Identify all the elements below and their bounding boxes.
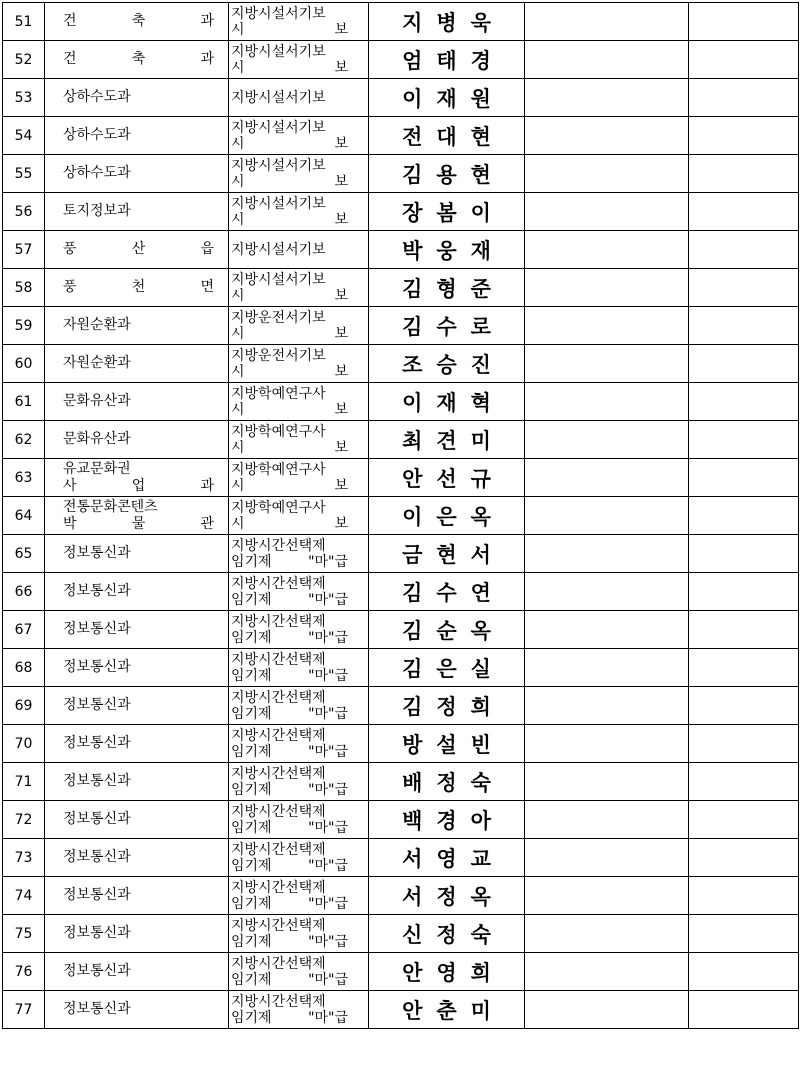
department-line: 정보통신과 bbox=[63, 963, 131, 979]
person-name-cell: 장봄이 bbox=[369, 193, 525, 231]
empty-cell bbox=[689, 725, 799, 763]
person-name-cell: 배정숙 bbox=[369, 763, 525, 801]
empty-cell bbox=[525, 573, 689, 611]
rank-line: 지방학예연구사 bbox=[231, 499, 326, 516]
row-number-cell: 73 bbox=[3, 839, 45, 877]
row-number-cell: 70 bbox=[3, 725, 45, 763]
empty-cell bbox=[689, 79, 799, 117]
department-line: 정보통신과 bbox=[63, 697, 131, 713]
rank-line: 시 보 bbox=[231, 477, 348, 494]
table-row bbox=[3, 193, 799, 231]
empty-cell bbox=[525, 535, 689, 573]
rank-line: 지방시설서기보 bbox=[231, 89, 326, 106]
rank-line: 지방시설서기보 bbox=[231, 119, 326, 136]
empty-cell bbox=[525, 611, 689, 649]
rank-line: 지방시간선택제 bbox=[231, 879, 326, 896]
person-name-cell: 안영희 bbox=[369, 953, 525, 991]
department-cell bbox=[45, 687, 229, 725]
empty-cell bbox=[525, 687, 689, 725]
empty-cell bbox=[689, 155, 799, 193]
department-line: 상하수도과 bbox=[63, 165, 131, 181]
row-number-cell: 61 bbox=[3, 383, 45, 421]
rank-cell bbox=[229, 763, 369, 801]
rank-line: 지방시설서기보 bbox=[231, 195, 326, 212]
department-cell bbox=[45, 611, 229, 649]
rank-line: 임기제 "마"급 bbox=[231, 971, 348, 988]
table-row bbox=[3, 801, 799, 839]
person-name-cell: 안선규 bbox=[369, 459, 525, 497]
row-number-cell: 62 bbox=[3, 421, 45, 459]
department-line: 문화유산과 bbox=[63, 393, 131, 409]
table-row bbox=[3, 649, 799, 687]
person-name-cell: 최견미 bbox=[369, 421, 525, 459]
person-name-cell: 백경아 bbox=[369, 801, 525, 839]
rank-line: 시 보 bbox=[231, 325, 348, 342]
rank-cell bbox=[229, 155, 369, 193]
row-number-cell: 68 bbox=[3, 649, 45, 687]
rank-line: 지방시설서기보 bbox=[231, 5, 326, 22]
rank-cell bbox=[229, 649, 369, 687]
empty-cell bbox=[689, 953, 799, 991]
row-number-cell: 52 bbox=[3, 41, 45, 79]
person-name-cell: 엄태경 bbox=[369, 41, 525, 79]
rank-cell bbox=[229, 41, 369, 79]
table-row bbox=[3, 915, 799, 953]
rank-line: 임기제 "마"급 bbox=[231, 591, 348, 608]
department-line: 건 축 과 bbox=[63, 13, 214, 29]
rank-cell bbox=[229, 877, 369, 915]
rank-line: 지방시간선택제 bbox=[231, 575, 326, 592]
table-row bbox=[3, 611, 799, 649]
empty-cell bbox=[689, 231, 799, 269]
rank-line: 지방시간선택제 bbox=[231, 689, 326, 706]
person-name-cell: 안춘미 bbox=[369, 991, 525, 1029]
row-number-cell: 72 bbox=[3, 801, 45, 839]
department-cell bbox=[45, 421, 229, 459]
department-cell bbox=[45, 763, 229, 801]
rank-cell bbox=[229, 193, 369, 231]
empty-cell bbox=[525, 839, 689, 877]
row-number-cell: 76 bbox=[3, 953, 45, 991]
row-number-cell: 74 bbox=[3, 877, 45, 915]
row-number-cell: 59 bbox=[3, 307, 45, 345]
person-name-cell: 금현서 bbox=[369, 535, 525, 573]
department-cell bbox=[45, 573, 229, 611]
department-cell bbox=[45, 155, 229, 193]
table-row bbox=[3, 345, 799, 383]
rank-line: 지방시설서기보 bbox=[231, 43, 326, 60]
table-row bbox=[3, 421, 799, 459]
table-row bbox=[3, 763, 799, 801]
empty-cell bbox=[689, 839, 799, 877]
empty-cell bbox=[525, 193, 689, 231]
empty-cell bbox=[689, 649, 799, 687]
rank-line: 지방운전서기보 bbox=[231, 309, 326, 326]
table-row bbox=[3, 991, 799, 1029]
empty-cell bbox=[525, 497, 689, 535]
rank-cell bbox=[229, 383, 369, 421]
rank-cell bbox=[229, 269, 369, 307]
rank-line: 지방시간선택제 bbox=[231, 841, 326, 858]
row-number-cell: 71 bbox=[3, 763, 45, 801]
row-number-cell: 55 bbox=[3, 155, 45, 193]
table-row bbox=[3, 573, 799, 611]
department-cell bbox=[45, 535, 229, 573]
table-row bbox=[3, 459, 799, 497]
department-line: 정보통신과 bbox=[63, 849, 131, 865]
rank-cell bbox=[229, 953, 369, 991]
empty-cell bbox=[689, 41, 799, 79]
row-number-cell: 56 bbox=[3, 193, 45, 231]
rank-line: 시 보 bbox=[231, 21, 348, 38]
department-line: 정보통신과 bbox=[63, 735, 131, 751]
rank-cell bbox=[229, 459, 369, 497]
department-line: 사 업 과 bbox=[63, 477, 214, 494]
rank-line: 지방학예연구사 bbox=[231, 461, 326, 478]
rank-line: 임기제 "마"급 bbox=[231, 553, 348, 570]
person-name-cell: 전대현 bbox=[369, 117, 525, 155]
empty-cell bbox=[689, 877, 799, 915]
empty-cell bbox=[525, 991, 689, 1029]
empty-cell bbox=[525, 3, 689, 41]
rank-cell bbox=[229, 535, 369, 573]
rank-line: 시 보 bbox=[231, 515, 348, 532]
department-cell bbox=[45, 459, 229, 497]
department-line: 정보통신과 bbox=[63, 545, 131, 561]
empty-cell bbox=[689, 915, 799, 953]
table-row bbox=[3, 877, 799, 915]
empty-cell bbox=[525, 117, 689, 155]
rank-cell bbox=[229, 915, 369, 953]
department-line: 풍 천 면 bbox=[63, 279, 214, 295]
rank-line: 지방시간선택제 bbox=[231, 537, 326, 554]
department-line: 정보통신과 bbox=[63, 773, 131, 789]
rank-line: 지방학예연구사 bbox=[231, 385, 326, 402]
row-number-cell: 60 bbox=[3, 345, 45, 383]
empty-cell bbox=[689, 573, 799, 611]
rank-cell bbox=[229, 801, 369, 839]
rank-cell bbox=[229, 991, 369, 1029]
person-name-cell: 김수로 bbox=[369, 307, 525, 345]
rank-line: 지방운전서기보 bbox=[231, 347, 326, 364]
rank-cell bbox=[229, 839, 369, 877]
empty-cell bbox=[689, 687, 799, 725]
rank-line: 임기제 "마"급 bbox=[231, 1009, 348, 1026]
empty-cell bbox=[525, 801, 689, 839]
department-cell bbox=[45, 41, 229, 79]
row-number-cell: 67 bbox=[3, 611, 45, 649]
department-cell bbox=[45, 877, 229, 915]
rank-cell bbox=[229, 611, 369, 649]
table-row bbox=[3, 953, 799, 991]
department-line: 풍 산 읍 bbox=[63, 241, 214, 257]
empty-cell bbox=[689, 307, 799, 345]
empty-cell bbox=[525, 649, 689, 687]
table-row bbox=[3, 41, 799, 79]
rank-line: 지방시설서기보 bbox=[231, 157, 326, 174]
personnel-table bbox=[2, 2, 799, 1029]
empty-cell bbox=[525, 877, 689, 915]
person-name-cell: 김형준 bbox=[369, 269, 525, 307]
person-name-cell: 조승진 bbox=[369, 345, 525, 383]
rank-cell bbox=[229, 725, 369, 763]
department-line: 정보통신과 bbox=[63, 811, 131, 827]
rank-line: 임기제 "마"급 bbox=[231, 933, 348, 950]
department-cell bbox=[45, 383, 229, 421]
row-number-cell: 53 bbox=[3, 79, 45, 117]
department-line: 정보통신과 bbox=[63, 621, 131, 637]
department-line: 유교문화권 bbox=[63, 460, 131, 477]
table-row bbox=[3, 231, 799, 269]
department-line: 정보통신과 bbox=[63, 887, 131, 903]
empty-cell bbox=[689, 459, 799, 497]
empty-cell bbox=[689, 383, 799, 421]
rank-line: 지방시간선택제 bbox=[231, 917, 326, 934]
person-name-cell: 김은실 bbox=[369, 649, 525, 687]
rank-cell bbox=[229, 497, 369, 535]
department-line: 건 축 과 bbox=[63, 51, 214, 67]
department-cell bbox=[45, 839, 229, 877]
empty-cell bbox=[525, 41, 689, 79]
department-line: 상하수도과 bbox=[63, 89, 131, 105]
rank-line: 임기제 "마"급 bbox=[231, 857, 348, 874]
person-name-cell: 이재원 bbox=[369, 79, 525, 117]
empty-cell bbox=[689, 3, 799, 41]
row-number-cell: 63 bbox=[3, 459, 45, 497]
row-number-cell: 77 bbox=[3, 991, 45, 1029]
department-cell bbox=[45, 497, 229, 535]
rank-cell bbox=[229, 687, 369, 725]
table-row bbox=[3, 497, 799, 535]
person-name-cell: 서영교 bbox=[369, 839, 525, 877]
empty-cell bbox=[689, 801, 799, 839]
rank-line: 시 보 bbox=[231, 401, 348, 418]
rank-line: 시 보 bbox=[231, 439, 348, 456]
department-cell bbox=[45, 269, 229, 307]
department-cell bbox=[45, 79, 229, 117]
empty-cell bbox=[689, 497, 799, 535]
row-number-cell: 51 bbox=[3, 3, 45, 41]
table-row bbox=[3, 3, 799, 41]
rank-line: 지방시간선택제 bbox=[231, 955, 326, 972]
table-row bbox=[3, 117, 799, 155]
rank-cell bbox=[229, 117, 369, 155]
department-cell bbox=[45, 345, 229, 383]
empty-cell bbox=[689, 345, 799, 383]
rank-line: 지방시간선택제 bbox=[231, 727, 326, 744]
rank-line: 지방시설서기보 bbox=[231, 271, 326, 288]
person-name-cell: 지병욱 bbox=[369, 3, 525, 41]
department-cell bbox=[45, 193, 229, 231]
rank-cell bbox=[229, 573, 369, 611]
person-name-cell: 신정숙 bbox=[369, 915, 525, 953]
rank-line: 임기제 "마"급 bbox=[231, 819, 348, 836]
person-name-cell: 김용현 bbox=[369, 155, 525, 193]
person-name-cell: 김순옥 bbox=[369, 611, 525, 649]
rank-line: 임기제 "마"급 bbox=[231, 629, 348, 646]
rank-line: 임기제 "마"급 bbox=[231, 705, 348, 722]
department-cell bbox=[45, 117, 229, 155]
table-row bbox=[3, 269, 799, 307]
department-line: 정보통신과 bbox=[63, 659, 131, 675]
rank-cell bbox=[229, 79, 369, 117]
rank-cell bbox=[229, 421, 369, 459]
rank-line: 임기제 "마"급 bbox=[231, 781, 348, 798]
empty-cell bbox=[525, 915, 689, 953]
empty-cell bbox=[525, 421, 689, 459]
department-cell bbox=[45, 3, 229, 41]
person-name-cell: 이재혁 bbox=[369, 383, 525, 421]
table-row bbox=[3, 687, 799, 725]
person-name-cell: 방설빈 bbox=[369, 725, 525, 763]
person-name-cell: 김수연 bbox=[369, 573, 525, 611]
rank-line: 시 보 bbox=[231, 135, 348, 152]
row-number-cell: 54 bbox=[3, 117, 45, 155]
department-line: 박 물 관 bbox=[63, 515, 214, 532]
department-cell bbox=[45, 725, 229, 763]
table-row bbox=[3, 839, 799, 877]
department-cell bbox=[45, 801, 229, 839]
person-name-cell: 이은옥 bbox=[369, 497, 525, 535]
person-name-cell: 박웅재 bbox=[369, 231, 525, 269]
empty-cell bbox=[525, 763, 689, 801]
empty-cell bbox=[525, 383, 689, 421]
department-line: 정보통신과 bbox=[63, 925, 131, 941]
department-line: 토지정보과 bbox=[63, 203, 131, 219]
empty-cell bbox=[689, 535, 799, 573]
department-line: 문화유산과 bbox=[63, 431, 131, 447]
empty-cell bbox=[689, 611, 799, 649]
row-number-cell: 69 bbox=[3, 687, 45, 725]
department-cell bbox=[45, 953, 229, 991]
table-row bbox=[3, 725, 799, 763]
row-number-cell: 64 bbox=[3, 497, 45, 535]
empty-cell bbox=[525, 79, 689, 117]
empty-cell bbox=[525, 155, 689, 193]
rank-cell bbox=[229, 345, 369, 383]
person-name-cell: 서정옥 bbox=[369, 877, 525, 915]
empty-cell bbox=[689, 117, 799, 155]
empty-cell bbox=[525, 459, 689, 497]
empty-cell bbox=[689, 421, 799, 459]
empty-cell bbox=[689, 991, 799, 1029]
rank-line: 임기제 "마"급 bbox=[231, 895, 348, 912]
empty-cell bbox=[525, 307, 689, 345]
row-number-cell: 58 bbox=[3, 269, 45, 307]
empty-cell bbox=[689, 269, 799, 307]
table-row bbox=[3, 383, 799, 421]
rank-cell bbox=[229, 231, 369, 269]
empty-cell bbox=[689, 763, 799, 801]
rank-line: 지방시간선택제 bbox=[231, 651, 326, 668]
department-cell bbox=[45, 231, 229, 269]
department-line: 정보통신과 bbox=[63, 1001, 131, 1017]
department-line: 전통문화콘텐츠 bbox=[63, 498, 158, 515]
department-cell bbox=[45, 915, 229, 953]
department-line: 자원순환과 bbox=[63, 355, 131, 371]
table-row bbox=[3, 155, 799, 193]
department-cell bbox=[45, 307, 229, 345]
row-number-cell: 57 bbox=[3, 231, 45, 269]
empty-cell bbox=[525, 725, 689, 763]
table-row bbox=[3, 79, 799, 117]
rank-cell bbox=[229, 307, 369, 345]
rank-line: 지방시간선택제 bbox=[231, 765, 326, 782]
table-row bbox=[3, 307, 799, 345]
row-number-cell: 75 bbox=[3, 915, 45, 953]
row-number-cell: 66 bbox=[3, 573, 45, 611]
empty-cell bbox=[525, 269, 689, 307]
rank-line: 시 보 bbox=[231, 211, 348, 228]
department-line: 정보통신과 bbox=[63, 583, 131, 599]
department-cell bbox=[45, 991, 229, 1029]
department-line: 자원순환과 bbox=[63, 317, 131, 333]
table-row bbox=[3, 535, 799, 573]
rank-line: 지방시간선택제 bbox=[231, 993, 326, 1010]
rank-line: 지방학예연구사 bbox=[231, 423, 326, 440]
personnel-table-body bbox=[3, 3, 799, 1029]
rank-line: 지방시설서기보 bbox=[231, 241, 326, 258]
empty-cell bbox=[689, 193, 799, 231]
empty-cell bbox=[525, 345, 689, 383]
empty-cell bbox=[525, 953, 689, 991]
rank-cell bbox=[229, 3, 369, 41]
rank-line: 시 보 bbox=[231, 287, 348, 304]
rank-line: 임기제 "마"급 bbox=[231, 743, 348, 760]
person-name-cell: 김정희 bbox=[369, 687, 525, 725]
rank-line: 시 보 bbox=[231, 59, 348, 76]
row-number-cell: 65 bbox=[3, 535, 45, 573]
empty-cell bbox=[525, 231, 689, 269]
rank-line: 임기제 "마"급 bbox=[231, 667, 348, 684]
rank-line: 지방시간선택제 bbox=[231, 613, 326, 630]
rank-line: 지방시간선택제 bbox=[231, 803, 326, 820]
department-cell bbox=[45, 649, 229, 687]
rank-line: 시 보 bbox=[231, 173, 348, 190]
department-line: 상하수도과 bbox=[63, 127, 131, 143]
rank-line: 시 보 bbox=[231, 363, 348, 380]
